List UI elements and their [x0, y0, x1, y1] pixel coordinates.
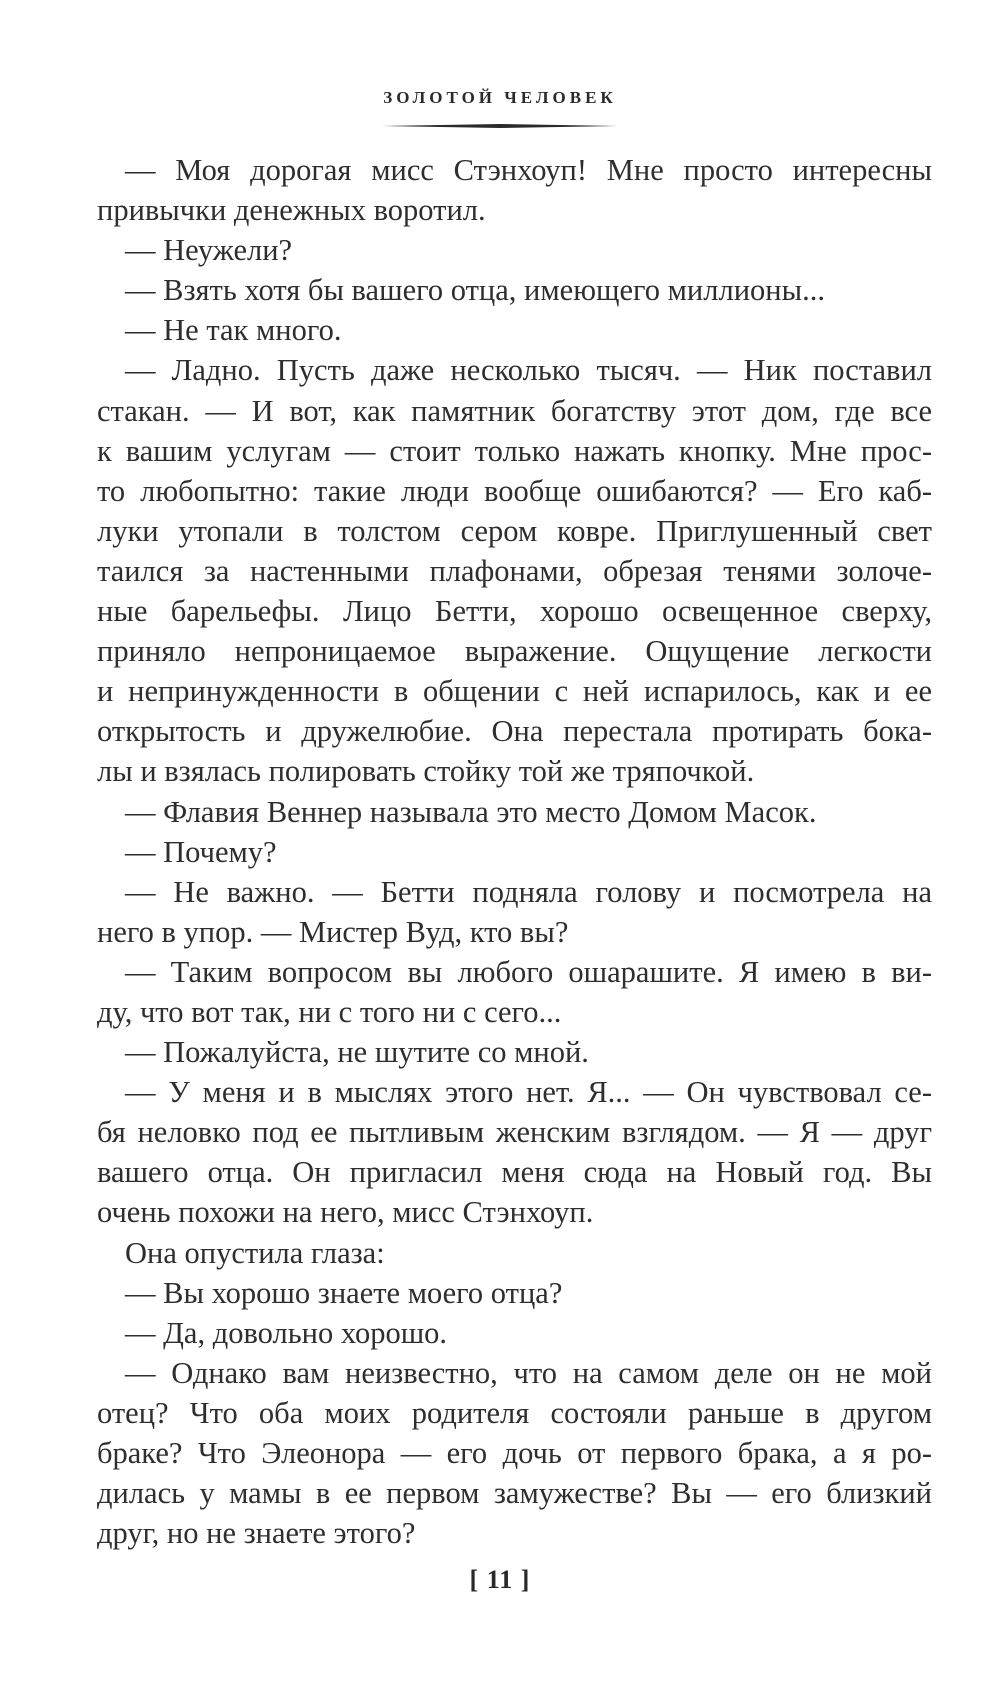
text-line: — Моя дорогая мисс Стэнхоуп! Мне просто интересны	[125, 153, 932, 187]
text-line: — Однако вам неизвестно, что на самом деле он не мой	[125, 1355, 932, 1390]
text-line: — Взять хотя бы вашего отца, имеющего миллионы...	[125, 273, 825, 308]
text-line: вашего отца. Он пригласил меня сюда на Новый год. Вы	[97, 1155, 932, 1190]
text-line: — Ладно. Пусть даже несколько тысяч. — Ник поставил	[125, 353, 932, 388]
text-line: ные барельефы. Лицо Бетти, хорошо освещенное сверху,	[97, 594, 932, 629]
text-line: привычки денежных воротил.	[97, 193, 486, 228]
text-line: — Почему?	[125, 834, 277, 869]
text-line: него в упор. — Мистер Вуд, кто вы?	[97, 914, 569, 949]
text-line: стакан. — И вот, как памятник богатству этот дом, где все	[97, 393, 932, 428]
page-number: [ 11 ]	[469, 1565, 531, 1594]
text-line: открытость и дружелюбие. Она перестала протирать бока-	[97, 714, 932, 749]
text-line: — Не важно. — Бетти подняла голову и посмотрела на	[125, 874, 932, 909]
text-line: — У меня и в мыслях этого нет. Я... — Он чувствовал се-	[125, 1075, 932, 1110]
text-line: — Неужели?	[125, 233, 293, 268]
body-text	[97, 150, 932, 1553]
text-line: приняло непроницаемое выражение. Ощущение легкости	[97, 634, 932, 669]
text-line: к вашим услугам — стоит только нажать кнопку. Мне прос-	[97, 433, 932, 468]
text-line: друг, но не знаете этого?	[97, 1516, 416, 1551]
text-line: Она опустила глаза:	[125, 1235, 385, 1270]
text-line: — Вы хорошо знаете моего отца?	[125, 1275, 563, 1310]
text-line: браке? Что Элеонора — его дочь от первого брака, а я ро-	[97, 1436, 932, 1470]
text-line: дилась у мамы в ее первом замужестве? Вы — его близкий	[97, 1476, 932, 1511]
text-line: то любопытно: такие люди вообще ошибаются? — Его каб-	[97, 473, 932, 508]
text-line: лы и взялась полировать стойку той же тряпочкой.	[97, 754, 755, 789]
text-line: таился за настенными плафонами, обрезая тенями золоче-	[97, 553, 932, 588]
text-line: — Не так много.	[125, 313, 342, 348]
text-line: луки утопали в толстом сером ковре. Приглушенный свет	[97, 513, 932, 548]
text-line: и непринужденности в общении с ней испарилось, как и ее	[97, 674, 932, 709]
text-line: бя неловко под ее пытливым женским взглядом. — Я — друг	[97, 1115, 932, 1150]
title-ornament-rule	[382, 124, 618, 128]
ornament-rule-graphic	[382, 124, 618, 128]
text-line: — Флавия Веннер называла это место Домом Масок.	[125, 794, 817, 829]
text-line: ду, что вот так, ни с того ни с сего...	[97, 994, 562, 1029]
running-title: ЗОЛОТОЙ ЧЕЛОВЕК	[383, 88, 617, 107]
text-line: — Таким вопросом вы любого ошарашите. Я имею в ви-	[125, 954, 932, 989]
text-line: очень похожи на него, мисс Стэнхоуп.	[97, 1195, 594, 1230]
text-line: — Пожалуйста, не шутите со мной.	[125, 1035, 589, 1070]
text-line: — Да, довольно хорошо.	[125, 1315, 448, 1350]
text-line: отец? Что оба моих родителя состояли раньше в другом	[97, 1395, 932, 1430]
